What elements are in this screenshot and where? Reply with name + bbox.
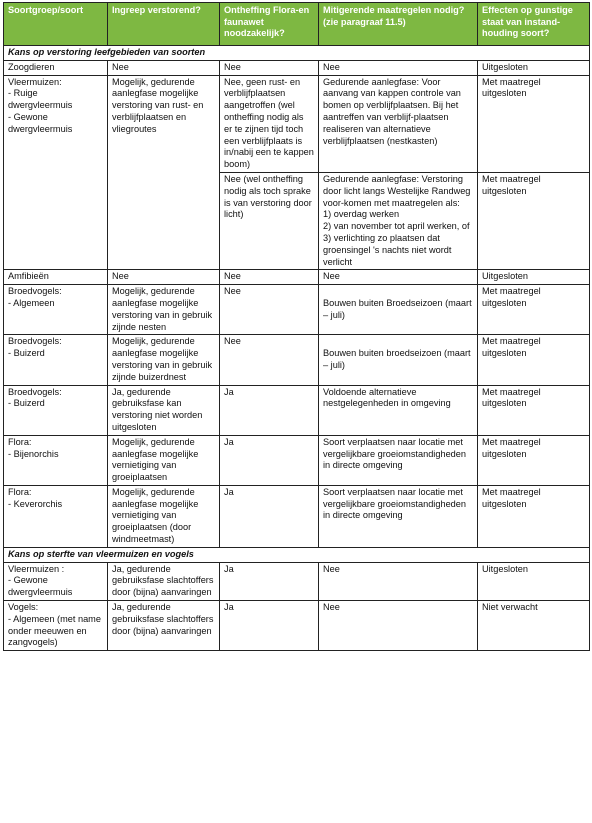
cell-ingreep: Mogelijk, gedurende aanlegfase mogelijke vernietiging van groeiplaatsen (door windmeetmast) <box>108 485 220 547</box>
cell-soort: Vleermuizen : - Gewone dwergvleermuis <box>4 562 108 600</box>
table-row <box>4 562 590 600</box>
cell-ingreep: Ja, gedurende gebruiksfase kan verstoring niet worden uitgesloten <box>108 385 220 435</box>
cell-ingreep: Mogelijk, gedurende aanlegfase mogelijke verstoring van in gebruik zijnde buizerdnest <box>108 335 220 385</box>
cell-ontheffing: Nee, geen rust- en verblijfplaatsen aangetroffen (wel ontheffing nodig als er te zijnen tijd toch een verblijfplaats is in/nabij een te kappen boom) <box>220 75 319 172</box>
header-row <box>4 3 590 46</box>
cell-mitigatie: Gedurende aanlegfase: Voor aanvang van kappen controle van bomen op verblijfplaatsen. Bij het aantreffen van verblijf-plaatsen realiseren van alternatieve verblijfplaatsen (nestkasten) <box>319 75 478 172</box>
cell-ingreep: Mogelijk, gedurende aanlegfase mogelijke verstoring van in gebruik zijnde nesten <box>108 285 220 335</box>
header-mitigatie: Mitigerende maatregelen nodig? (zie paragraaf 11.5) <box>319 3 478 46</box>
cell-effect: Uitgesloten <box>478 562 590 600</box>
cell-ontheffing: Nee <box>220 270 319 285</box>
cell-effect: Met maatregel uitgesloten <box>478 335 590 385</box>
cell-soort: Broedvogels: - Buizerd <box>4 385 108 435</box>
table-row <box>4 435 590 485</box>
cell-effect: Met maatregel uitgesloten <box>478 485 590 547</box>
cell-ontheffing: Nee (wel ontheffing nodig als toch sprake is van verstoring door licht) <box>220 172 319 269</box>
section-title: Kans op sterfte van vleermuizen en vogels <box>4 547 590 562</box>
cell-ontheffing: Ja <box>220 435 319 485</box>
table-row <box>4 285 590 335</box>
header-ontheffing: Ontheffing Flora-en faunawet noodzakelijk? <box>220 3 319 46</box>
section-sterfte <box>4 547 590 562</box>
cell-ontheffing: Ja <box>220 601 319 651</box>
cell-ontheffing: Nee <box>220 285 319 335</box>
cell-mitigatie: Bouwen buiten broedseizoen (maart – juli) <box>319 335 478 385</box>
cell-effect: Uitgesloten <box>478 270 590 285</box>
cell-soort: Flora: - Bijenorchis <box>4 435 108 485</box>
table-row <box>4 601 590 651</box>
cell-effect: Met maatregel uitgesloten <box>478 172 590 269</box>
cell-mitigatie: Nee <box>319 60 478 75</box>
cell-ingreep: Mogelijk, gedurende aanlegfase mogelijke vernietiging van groeiplaatsen <box>108 435 220 485</box>
cell-mitigatie: Soort verplaatsen naar locatie met vergelijkbare groeiomstandigheden in directe omgeving <box>319 435 478 485</box>
cell-ingreep: Ja, gedurende gebruiksfase slachtoffers door (bijna) aanvaringen <box>108 562 220 600</box>
table-row <box>4 335 590 385</box>
cell-soort: Vogels: - Algemeen (met name onder meeuwen en zangvogels) <box>4 601 108 651</box>
cell-effect: Met maatregel uitgesloten <box>478 75 590 172</box>
cell-mitigatie: Nee <box>319 270 478 285</box>
cell-effect: Met maatregel uitgesloten <box>478 285 590 335</box>
section-verstoring <box>4 46 590 61</box>
cell-soort: Broedvogels: - Algemeen <box>4 285 108 335</box>
cell-soort: Zoogdieren <box>4 60 108 75</box>
cell-ontheffing: Ja <box>220 562 319 600</box>
cell-ontheffing: Ja <box>220 485 319 547</box>
cell-ontheffing: Ja <box>220 385 319 435</box>
header-effecten: Effecten op gunstige staat van instand-houding soort? <box>478 3 590 46</box>
cell-effect: Met maatregel uitgesloten <box>478 385 590 435</box>
cell-soort: Amfibieën <box>4 270 108 285</box>
cell-mitigatie: Bouwen buiten Broedseizoen (maart – juli) <box>319 285 478 335</box>
section-title: Kans op verstoring leefgebieden van soorten <box>4 46 590 61</box>
cell-soort: Flora: - Keverorchis <box>4 485 108 547</box>
cell-soort: Vleermuizen: - Ruige dwergvleermuis - Gewone dwergvleermuis <box>4 75 108 270</box>
table-row <box>4 385 590 435</box>
header-ingreep: Ingreep verstorend? <box>108 3 220 46</box>
table-row <box>4 75 590 172</box>
cell-mitigatie: Gedurende aanlegfase: Verstoring door licht langs Westelijke Randweg voor-komen met maatregelen als: 1) overdag werken 2) van november tot april werken, of 3) verlichting zo plaatsen dat groensingel 's nachts niet wordt verlicht <box>319 172 478 269</box>
cell-mitigatie: Nee <box>319 562 478 600</box>
species-effects-table <box>3 2 590 651</box>
cell-mitigatie: Voldoende alternatieve nestgelegenheden in omgeving <box>319 385 478 435</box>
table-row <box>4 60 590 75</box>
cell-effect: Uitgesloten <box>478 60 590 75</box>
cell-ingreep: Ja, gedurende gebruiksfase slachtoffers door (bijna) aanvaringen <box>108 601 220 651</box>
table-row <box>4 485 590 547</box>
cell-mitigatie: Nee <box>319 601 478 651</box>
cell-effect: Niet verwacht <box>478 601 590 651</box>
cell-ontheffing: Nee <box>220 335 319 385</box>
cell-ingreep: Nee <box>108 60 220 75</box>
header-soortgroep: Soortgroep/soort <box>4 3 108 46</box>
cell-ingreep: Mogelijk, gedurende aanlegfase mogelijke verstoring van rust- en verblijfplaatsen en vliegroutes <box>108 75 220 270</box>
cell-mitigatie: Soort verplaatsen naar locatie met vergelijkbare groeiomstandigheden in directe omgeving <box>319 485 478 547</box>
table-row <box>4 270 590 285</box>
cell-ontheffing: Nee <box>220 60 319 75</box>
cell-soort: Broedvogels: - Buizerd <box>4 335 108 385</box>
cell-effect: Met maatregel uitgesloten <box>478 435 590 485</box>
cell-ingreep: Nee <box>108 270 220 285</box>
